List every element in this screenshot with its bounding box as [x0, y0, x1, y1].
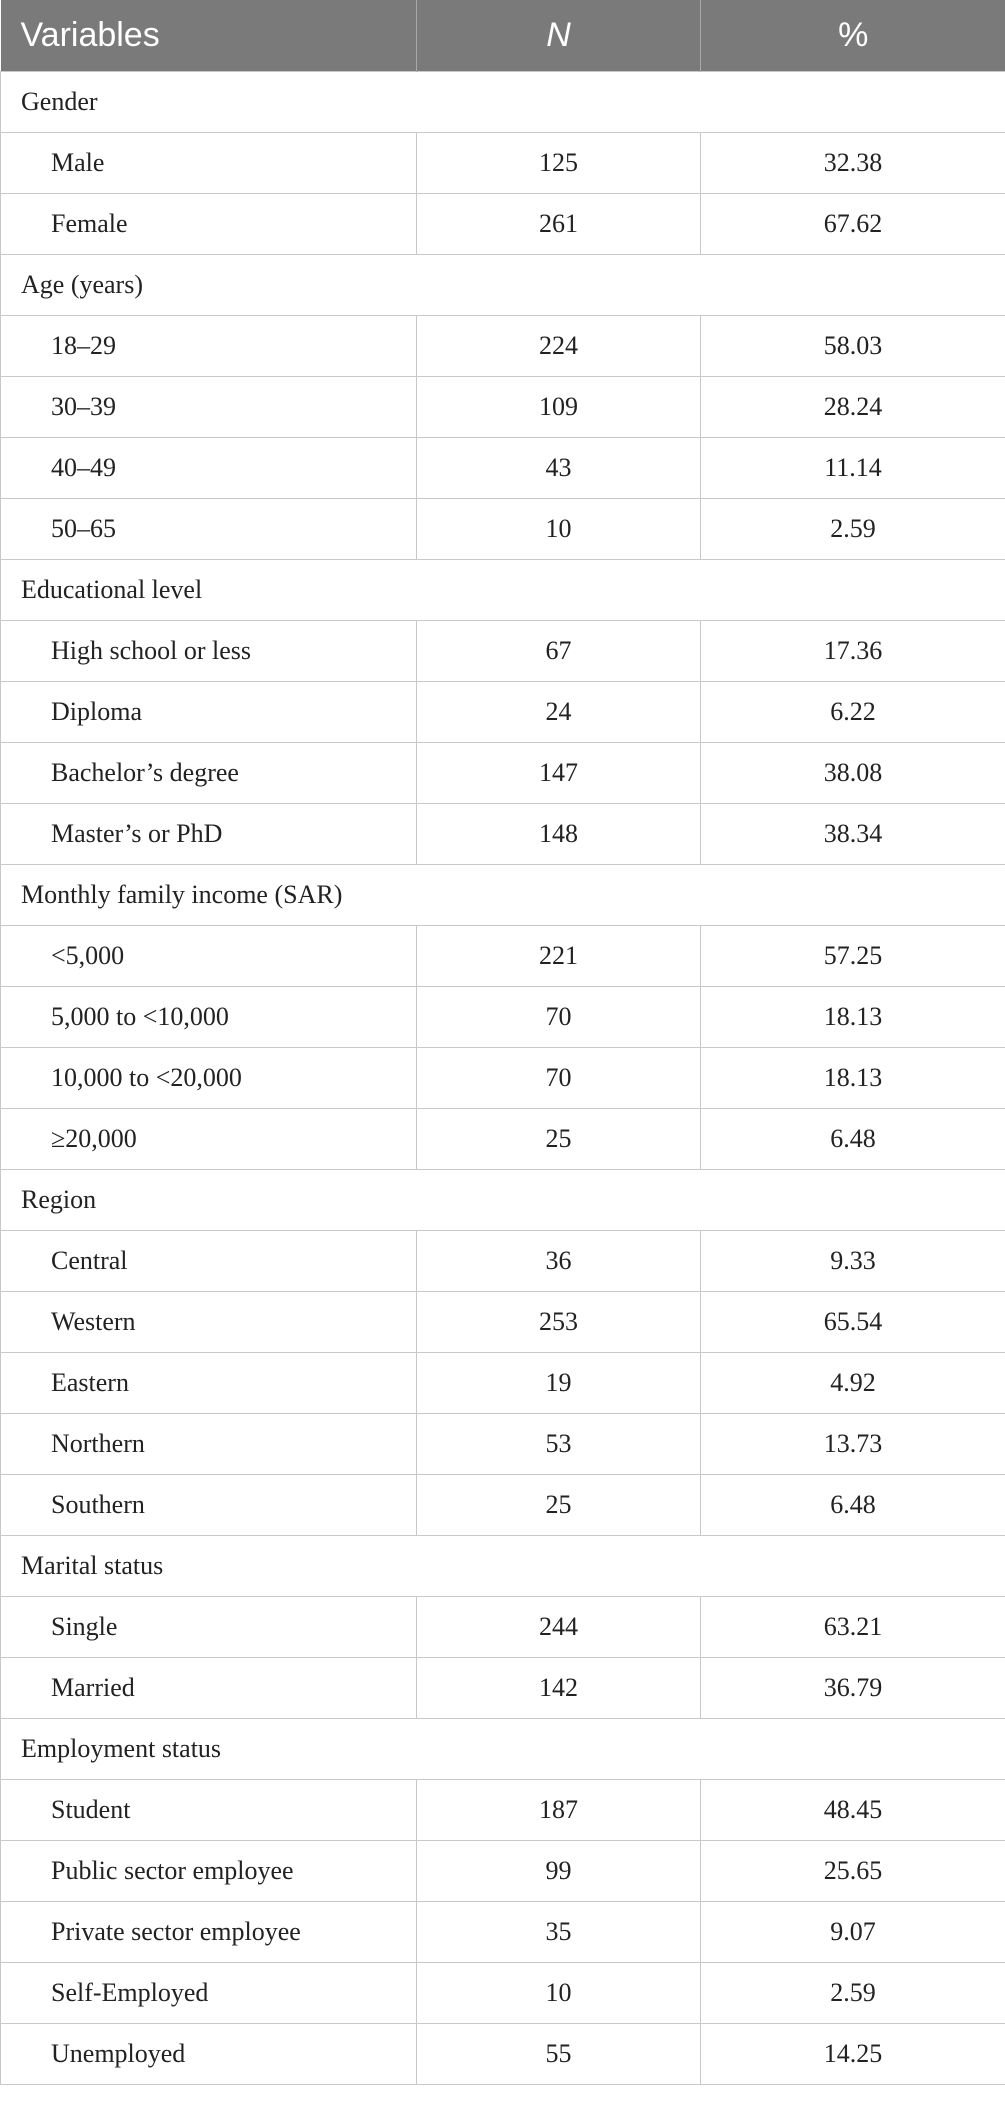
row-n: 253 [417, 1292, 701, 1353]
row-n: 55 [417, 2024, 701, 2085]
row-n: 148 [417, 804, 701, 865]
row-percent: 6.48 [701, 1109, 1005, 1170]
row-percent: 67.62 [701, 194, 1005, 255]
header-row [1, 0, 1005, 72]
group-row [1, 1536, 1005, 1597]
row-n: 147 [417, 743, 701, 804]
row-percent: 18.13 [701, 1048, 1005, 1109]
row-label: High school or less [1, 621, 417, 682]
row-percent: 11.14 [701, 438, 1005, 499]
row-n: 70 [417, 987, 701, 1048]
table-row [1, 743, 1005, 804]
row-label: 30–39 [1, 377, 417, 438]
row-n: 187 [417, 1780, 701, 1841]
row-n: 10 [417, 499, 701, 560]
table-row [1, 1231, 1005, 1292]
group-row [1, 1170, 1005, 1231]
row-n: 142 [417, 1658, 701, 1719]
table-row [1, 316, 1005, 377]
row-label: <5,000 [1, 926, 417, 987]
row-n: 99 [417, 1841, 701, 1902]
table-row [1, 1597, 1005, 1658]
table-row [1, 1902, 1005, 1963]
row-percent: 57.25 [701, 926, 1005, 987]
row-label: Western [1, 1292, 417, 1353]
row-label: Southern [1, 1475, 417, 1536]
table-row [1, 377, 1005, 438]
group-title: Monthly family income (SAR) [1, 865, 1005, 926]
row-n: 19 [417, 1353, 701, 1414]
row-n: 25 [417, 1475, 701, 1536]
row-n: 70 [417, 1048, 701, 1109]
row-n: 221 [417, 926, 701, 987]
table-row [1, 194, 1005, 255]
group-row [1, 255, 1005, 316]
row-label: 5,000 to <10,000 [1, 987, 417, 1048]
row-n: 35 [417, 1902, 701, 1963]
row-n: 53 [417, 1414, 701, 1475]
group-title: Region [1, 1170, 1005, 1231]
table-row [1, 621, 1005, 682]
row-percent: 9.33 [701, 1231, 1005, 1292]
group-title: Educational level [1, 560, 1005, 621]
row-label: Central [1, 1231, 417, 1292]
group-row [1, 72, 1005, 133]
header-variables: Variables [1, 0, 417, 72]
row-percent: 6.48 [701, 1475, 1005, 1536]
table-row [1, 2024, 1005, 2085]
row-label: ≥20,000 [1, 1109, 417, 1170]
row-percent: 6.22 [701, 682, 1005, 743]
row-percent: 9.07 [701, 1902, 1005, 1963]
table-row [1, 1963, 1005, 2024]
row-label: Unemployed [1, 2024, 417, 2085]
table-row [1, 1109, 1005, 1170]
table-row [1, 1841, 1005, 1902]
table-row [1, 438, 1005, 499]
row-percent: 2.59 [701, 499, 1005, 560]
row-percent: 13.73 [701, 1414, 1005, 1475]
table-row [1, 987, 1005, 1048]
header-n: N [417, 0, 701, 72]
group-row [1, 865, 1005, 926]
row-percent: 38.08 [701, 743, 1005, 804]
table-body [1, 72, 1005, 2085]
row-label: Eastern [1, 1353, 417, 1414]
row-label: Student [1, 1780, 417, 1841]
row-label: 10,000 to <20,000 [1, 1048, 417, 1109]
table-row [1, 1780, 1005, 1841]
row-n: 125 [417, 133, 701, 194]
row-percent: 48.45 [701, 1780, 1005, 1841]
group-title: Age (years) [1, 255, 1005, 316]
row-percent: 17.36 [701, 621, 1005, 682]
row-percent: 63.21 [701, 1597, 1005, 1658]
row-label: Married [1, 1658, 417, 1719]
row-percent: 14.25 [701, 2024, 1005, 2085]
row-percent: 32.38 [701, 133, 1005, 194]
table-row [1, 1353, 1005, 1414]
row-label: Single [1, 1597, 417, 1658]
row-percent: 36.79 [701, 1658, 1005, 1719]
row-n: 244 [417, 1597, 701, 1658]
row-label: 18–29 [1, 316, 417, 377]
row-n: 261 [417, 194, 701, 255]
row-label: 40–49 [1, 438, 417, 499]
row-percent: 4.92 [701, 1353, 1005, 1414]
row-percent: 18.13 [701, 987, 1005, 1048]
row-n: 67 [417, 621, 701, 682]
row-label: Female [1, 194, 417, 255]
row-n: 36 [417, 1231, 701, 1292]
table-row [1, 926, 1005, 987]
row-label: Master’s or PhD [1, 804, 417, 865]
row-label: 50–65 [1, 499, 417, 560]
table-row [1, 499, 1005, 560]
row-label: Northern [1, 1414, 417, 1475]
row-label: Diploma [1, 682, 417, 743]
row-label: Self-Employed [1, 1963, 417, 2024]
row-percent: 38.34 [701, 804, 1005, 865]
row-label: Bachelor’s degree [1, 743, 417, 804]
table-row [1, 133, 1005, 194]
table-row [1, 1292, 1005, 1353]
row-percent: 58.03 [701, 316, 1005, 377]
table-row [1, 1048, 1005, 1109]
row-n: 24 [417, 682, 701, 743]
group-title: Employment status [1, 1719, 1005, 1780]
row-label: Private sector employee [1, 1902, 417, 1963]
group-title: Gender [1, 72, 1005, 133]
row-n: 25 [417, 1109, 701, 1170]
table-row [1, 804, 1005, 865]
table-header [1, 0, 1005, 72]
group-row [1, 1719, 1005, 1780]
row-n: 10 [417, 1963, 701, 2024]
row-percent: 65.54 [701, 1292, 1005, 1353]
row-n: 109 [417, 377, 701, 438]
group-row [1, 560, 1005, 621]
group-title: Marital status [1, 1536, 1005, 1597]
table-row [1, 682, 1005, 743]
row-n: 224 [417, 316, 701, 377]
row-percent: 2.59 [701, 1963, 1005, 2024]
row-label: Male [1, 133, 417, 194]
header-percent: % [701, 0, 1005, 72]
table-row [1, 1414, 1005, 1475]
row-n: 43 [417, 438, 701, 499]
row-label: Public sector employee [1, 1841, 417, 1902]
row-percent: 25.65 [701, 1841, 1005, 1902]
table-row [1, 1475, 1005, 1536]
table-row [1, 1658, 1005, 1719]
row-percent: 28.24 [701, 377, 1005, 438]
